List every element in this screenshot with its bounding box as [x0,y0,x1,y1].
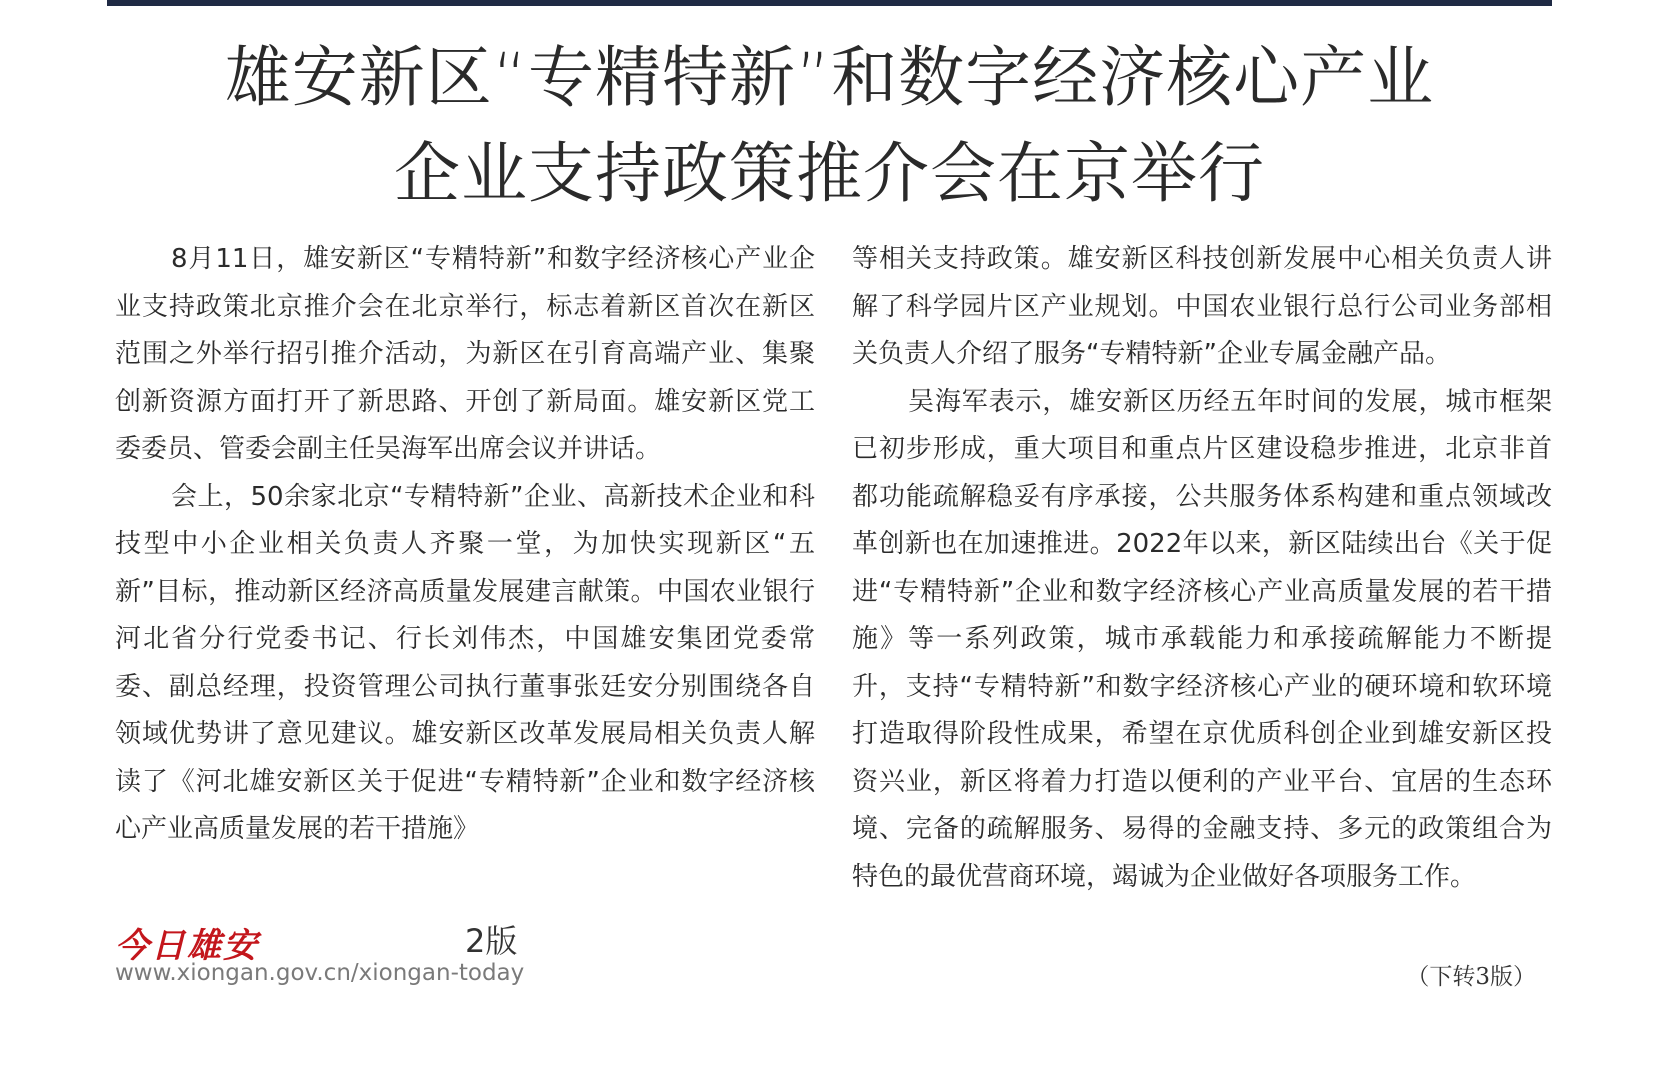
article-column-right [852,236,1552,901]
continued-note: （下转3版） [1406,964,1536,990]
top-bar [107,0,1552,6]
paragraph: 会上，50余家北京“专精特新”企业、高新技术企业和科技型中小企业相关负责人齐聚一堂，为加快实现新区“五新”目标，推动新区经济高质量发展建言献策。中国农业银行河北省分行党委书记、行长刘伟杰，中国雄安集团党委常委、副总经理，投资管理公司执行董事张廷安分别围绕各自领域优势讲了意见建议。雄安新区改革发展局相关负责人解读了《河北雄安新区关于促进“专精特新”企业和数字经济核心产业高质量发展的若干措施》 [115,481,815,844]
publication-url: www.xiongan.gov.cn/xiongan-today [115,960,525,986]
paragraph-continued: 等相关支持政策。雄安新区科技创新发展中心相关负责人讲解了科学园片区产业规划。中国农业银行总行公司业务部相关负责人介绍了服务“专精特新”企业专属金融产品。 [852,244,1552,369]
paragraph: 吴海军表示，雄安新区历经五年时间的发展，城市框架已初步形成，重大项目和重点片区建设稳步推进，北京非首都功能疏解稳妥有序承接，公共服务体系构建和重点领域改革创新也在加速推进。2022年以来，新区陆续出台《关于促进“专精特新”企业和数字经济核心产业高质量发展的若干措施》等一系列政策，城市承载能力和承接疏解能力不断提升，支持“专精特新”和数字经济核心产业的硬环境和软环境打造取得阶段性成果，希望在京优质科创企业到雄安新区投资兴业，新区将着力打造以便利的产业平台、宜居的生态环境、完备的疏解服务、易得的金融支持、多元的政策组合为特色的最优营商环境，竭诚为企业做好各项服务工作。 [852,386,1552,892]
publication-logo: 今日雄安 [115,926,259,966]
headline-line-1: 雄安新区“专精特新”和数字经济核心产业 [224,39,1435,116]
page-number: 2版 [465,922,518,960]
paragraph: 8月11日，雄安新区“专精特新”和数字经济核心产业企业支持政策北京推介会在北京举行，标志着新区首次在新区范围之外举行招引推介活动，为新区在引育高端产业、集聚创新资源方面打开了新思路、开创了新局面。雄安新区党工委委员、管委会副主任吴海军出席会议并讲话。 [115,244,815,464]
headline [107,30,1552,222]
headline-line-2: 企业支持政策推介会在京举行 [394,135,1265,212]
article-column-left [115,236,815,854]
